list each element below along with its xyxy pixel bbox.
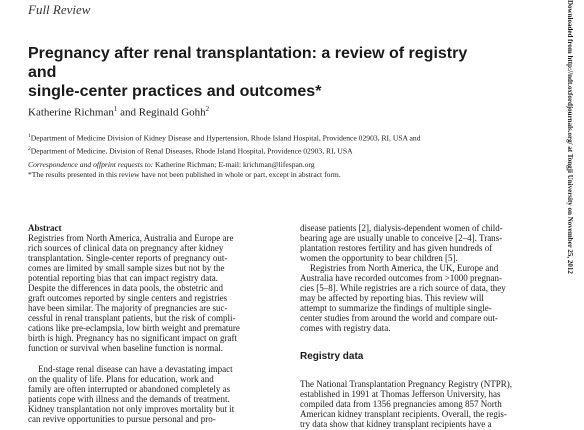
abstract-line: Registries from North America, Australia and Europe are bbox=[28, 233, 234, 243]
abstract-line: transplantation. Single-center reports of pregnancy out- bbox=[28, 253, 228, 263]
registry-line: American kidney transplant recipients. Overall, the regis- bbox=[300, 409, 507, 419]
intro-line: can revive opportunities to pursue personal and pro- bbox=[28, 414, 216, 424]
registry-line: established in 1991 at Thomas Jefferson University, has bbox=[300, 389, 501, 399]
affiliation-text: Department of Medicine, Division of Renal Diseases, Rhode Island Hospital, Providence 02903, RI, USA bbox=[30, 146, 353, 156]
right-column-text bbox=[300, 223, 548, 333]
intro-paragraph bbox=[28, 364, 264, 424]
registry-paragraph bbox=[300, 379, 548, 429]
registry-line: compiled data from 1356 pregnancies among 857 North bbox=[300, 399, 502, 409]
body-line: women the opportunity to bear children [5]. bbox=[300, 253, 458, 263]
abstract-line: potential reporting bias that can impact registry data. bbox=[28, 273, 218, 283]
body-line: comes with registry data. bbox=[300, 323, 391, 333]
abstract-line: cessful in renal transplant patients, but the risk of compli- bbox=[28, 313, 236, 323]
abstract-line: birth is high. Pregnancy has no significant impact on graft bbox=[28, 333, 237, 343]
author-name: Katherine Richman bbox=[28, 106, 114, 119]
intro-line: family are often interrupted or abandoned completely as bbox=[28, 384, 231, 394]
body-line: attempt to summarize the findings of multiple single- bbox=[300, 303, 492, 313]
publication-note: *The results presented in this review have not been published in whole or part, except in abstract form. bbox=[28, 170, 341, 179]
affiliation-text: Department of Medicine Division of Kidney Disease and Hypertension, Rhode Island Hospital, Providence 02903, RI, USA and bbox=[30, 133, 421, 143]
body-line: disease patients [2], dialysis-dependent women of child- bbox=[300, 223, 503, 233]
affiliation-sup: 2 bbox=[28, 145, 31, 152]
affiliations bbox=[28, 131, 528, 156]
correspondence-line bbox=[28, 160, 528, 170]
abstract-line: comes are limited by small sample sizes but not by the bbox=[28, 263, 225, 273]
author-affil-sup: 2 bbox=[205, 105, 210, 113]
body-line: Registries from North America, the UK, Europe and bbox=[310, 263, 499, 273]
intro-line: End-stage renal disease can have a devastating impact bbox=[38, 364, 233, 374]
abstract-line: rich sources of clinical data on pregnancy after kidney bbox=[28, 243, 224, 253]
title-line: Pregnancy after renal transplantation: a review of registry and bbox=[28, 45, 468, 81]
abstract-line: cations like pre-eclampsia, low birth weight and premature bbox=[28, 323, 240, 333]
registry-line: The National Transplantation Pregnancy Registry (NTPR), bbox=[300, 379, 512, 389]
download-watermark bbox=[563, 0, 583, 430]
correspondence bbox=[28, 160, 528, 180]
download-watermark-text: Downloaded from http://ndt.oxfordjournals.org/ at Tongji University on November 25, 2012 bbox=[566, 0, 574, 274]
intro-line: on the quality of life. Plans for education, work and bbox=[28, 374, 214, 384]
affiliation-item bbox=[28, 131, 528, 144]
author-affil-sup: 1 bbox=[113, 105, 118, 113]
affiliation-item bbox=[28, 144, 528, 157]
abstract-line: Despite the differences in data pools, the obstetric and bbox=[28, 283, 224, 293]
abstract-block bbox=[28, 223, 264, 353]
abstract-heading: Abstract bbox=[28, 223, 62, 233]
correspondence-text: Katherine Richman; E-mail: krichman@lifespan.org bbox=[153, 160, 315, 169]
intro-line: patients cope with illness and the demands of treatment. bbox=[28, 394, 230, 404]
correspondence-label: Correspondence and offprint requests to: bbox=[28, 160, 154, 169]
section-label: Full Review bbox=[28, 2, 91, 17]
body-line: plantation restores fertility and has given hundreds of bbox=[300, 243, 493, 253]
body-line: bearing age are usually unable to conceive [2–4]. Trans- bbox=[300, 233, 503, 243]
article-title bbox=[28, 44, 498, 101]
body-line: Australia have recorded outcomes from >1000 pregnan- bbox=[300, 273, 503, 283]
body-line: may be affected by reporting bias. This review will bbox=[300, 293, 484, 303]
affiliation-sup: 1 bbox=[28, 133, 31, 139]
intro-line: Kidney transplantation not only improves mortality but it bbox=[28, 404, 235, 414]
abstract-line: have been similar. The majority of pregnancies are suc- bbox=[28, 303, 228, 313]
body-line: center studies from around the world and compare out- bbox=[300, 313, 498, 323]
abstract-line: graft outcomes reported by single centers and registries bbox=[28, 293, 228, 303]
body-line: cies [5–8]. While registries are a rich source of data, they bbox=[300, 283, 506, 293]
author-name: Reginald Gohh bbox=[138, 106, 206, 119]
title-line: single-center practices and outcomes* bbox=[28, 83, 322, 100]
author-conjunction: and bbox=[117, 106, 139, 119]
registry-line: try data show that kidney transplant recipients have a bbox=[300, 419, 492, 429]
abstract-line: function or survival when baseline function is normal. bbox=[28, 343, 223, 353]
registry-heading: Registry data bbox=[300, 351, 364, 362]
author-list bbox=[28, 105, 209, 119]
